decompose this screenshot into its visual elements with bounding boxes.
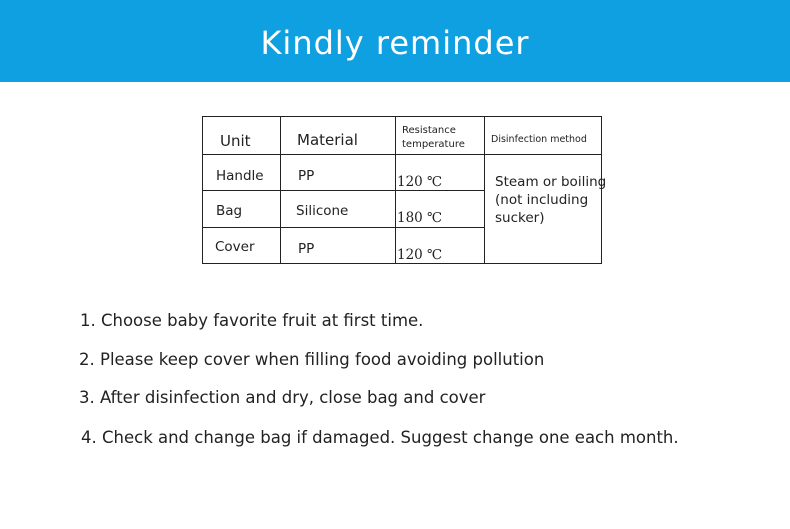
row-unit: Bag: [216, 203, 243, 219]
header-resistance-line1: Resistance: [402, 125, 456, 136]
row-unit: Handle: [216, 168, 264, 184]
table-divider: [484, 117, 485, 263]
row-unit: Cover: [215, 239, 255, 255]
header-unit: Unit: [220, 132, 251, 150]
table-divider: [203, 154, 601, 155]
note-1: 1. Choose baby favorite fruit at first time.: [80, 311, 424, 330]
disinfection-method: Steam or boiling (not including sucker): [495, 174, 607, 226]
note-3: 3. After disinfection and dry, close bag and cover: [79, 388, 486, 407]
note-2: 2. Please keep cover when filling food avoiding pollution: [79, 350, 545, 369]
row-temperature: 120 ℃: [397, 247, 443, 263]
row-material: Silicone: [296, 203, 349, 219]
header-banner: [0, 0, 790, 82]
header-material: Material: [297, 131, 358, 149]
note-4: 4. Check and change bag if damaged. Suggest change one each month.: [81, 428, 679, 447]
table-divider: [203, 227, 484, 228]
material-table: [202, 116, 607, 264]
table-divider: [203, 190, 484, 191]
row-material: PP: [298, 168, 315, 184]
row-material: PP: [298, 241, 315, 257]
row-temperature: 120 ℃: [397, 174, 443, 190]
page-title: Kindly reminder: [260, 24, 530, 62]
header-disinfection: Disinfection method: [491, 134, 587, 145]
header-resistance-line2: temperature: [402, 139, 465, 150]
row-temperature: 180 ℃: [397, 210, 443, 226]
